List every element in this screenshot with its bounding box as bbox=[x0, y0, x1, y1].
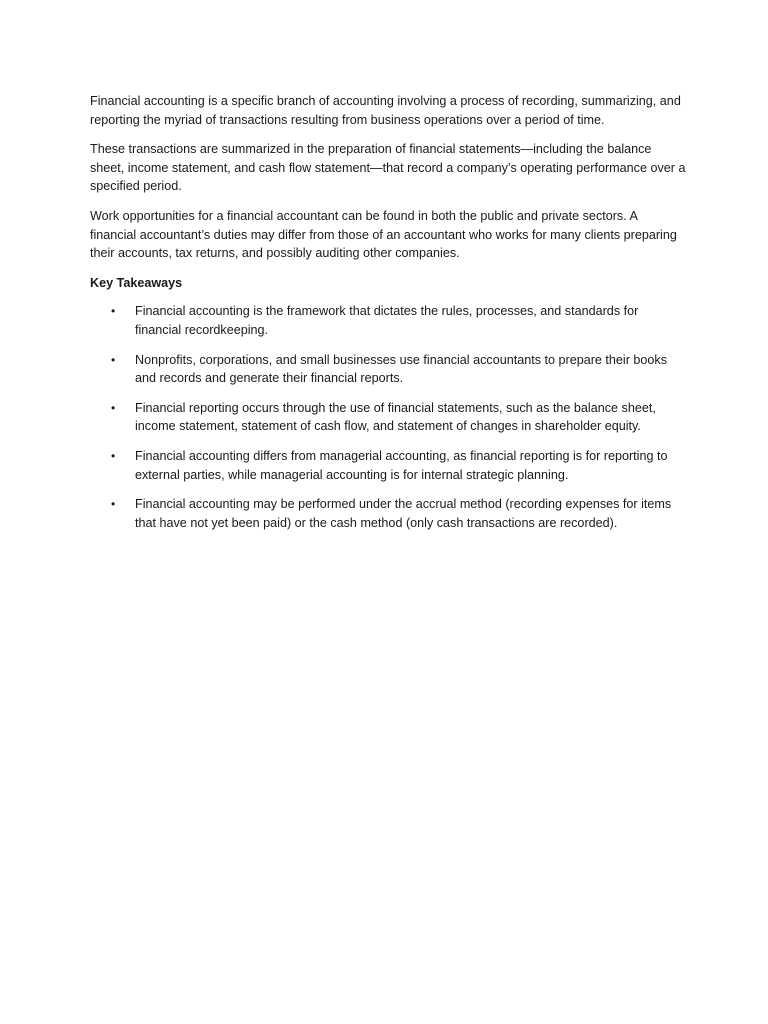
paragraph-intro: Financial accounting is a specific branch of accounting involving a process of recording, summarizing, and reporting the myriad of transactions resulting from business operations over a period of time. bbox=[90, 94, 681, 127]
list-item bbox=[90, 495, 686, 532]
key-takeaways-heading: Key Takeaways bbox=[90, 275, 183, 290]
key-takeaways-list bbox=[90, 302, 686, 532]
list-item-text: Financial accounting may be performed under the accrual method (recording expenses for items that have not yet been paid) or the cash method (only cash transactions are recorded). bbox=[135, 497, 672, 530]
bullet-icon: • bbox=[111, 304, 116, 319]
list-item-text: Financial reporting occurs through the use of financial statements, such as the balance sheet, income statement, statement of cash flow, and statement of changes in shareholder equity. bbox=[135, 400, 656, 434]
bullet-icon: • bbox=[111, 497, 116, 512]
list-item bbox=[90, 302, 686, 339]
list-item bbox=[90, 399, 686, 436]
list-item-text: Nonprofits, corporations, and small businesses use financial accountants to prepare their books and records and generate their financial reports. bbox=[135, 352, 668, 386]
document-page bbox=[90, 92, 686, 543]
paragraph-work-opportunities: Work opportunities for a financial accountant can be found in both the public and private sectors. A financial accountant’s duties may differ from those of an accountant who works for many clients preparing their accounts, tax returns, and possibly auditing other companies. bbox=[90, 208, 677, 261]
list-item-text: Financial accounting differs from managerial accounting, as financial reporting is for reporting to external parties, while managerial accounting is for internal strategic planning. bbox=[135, 448, 668, 482]
list-item-text: Financial accounting is the framework that dictates the rules, processes, and standards for financial recordkeeping. bbox=[135, 304, 639, 337]
bullet-icon: • bbox=[111, 400, 116, 415]
bullet-icon: • bbox=[111, 448, 116, 463]
list-item bbox=[90, 351, 686, 388]
paragraph-statements: These transactions are summarized in the preparation of financial statements—including the balance sheet, income statement, and cash flow statement—that record a company’s operating performance over a specified period. bbox=[90, 142, 686, 194]
list-item bbox=[90, 447, 686, 484]
bullet-icon: • bbox=[111, 352, 116, 367]
